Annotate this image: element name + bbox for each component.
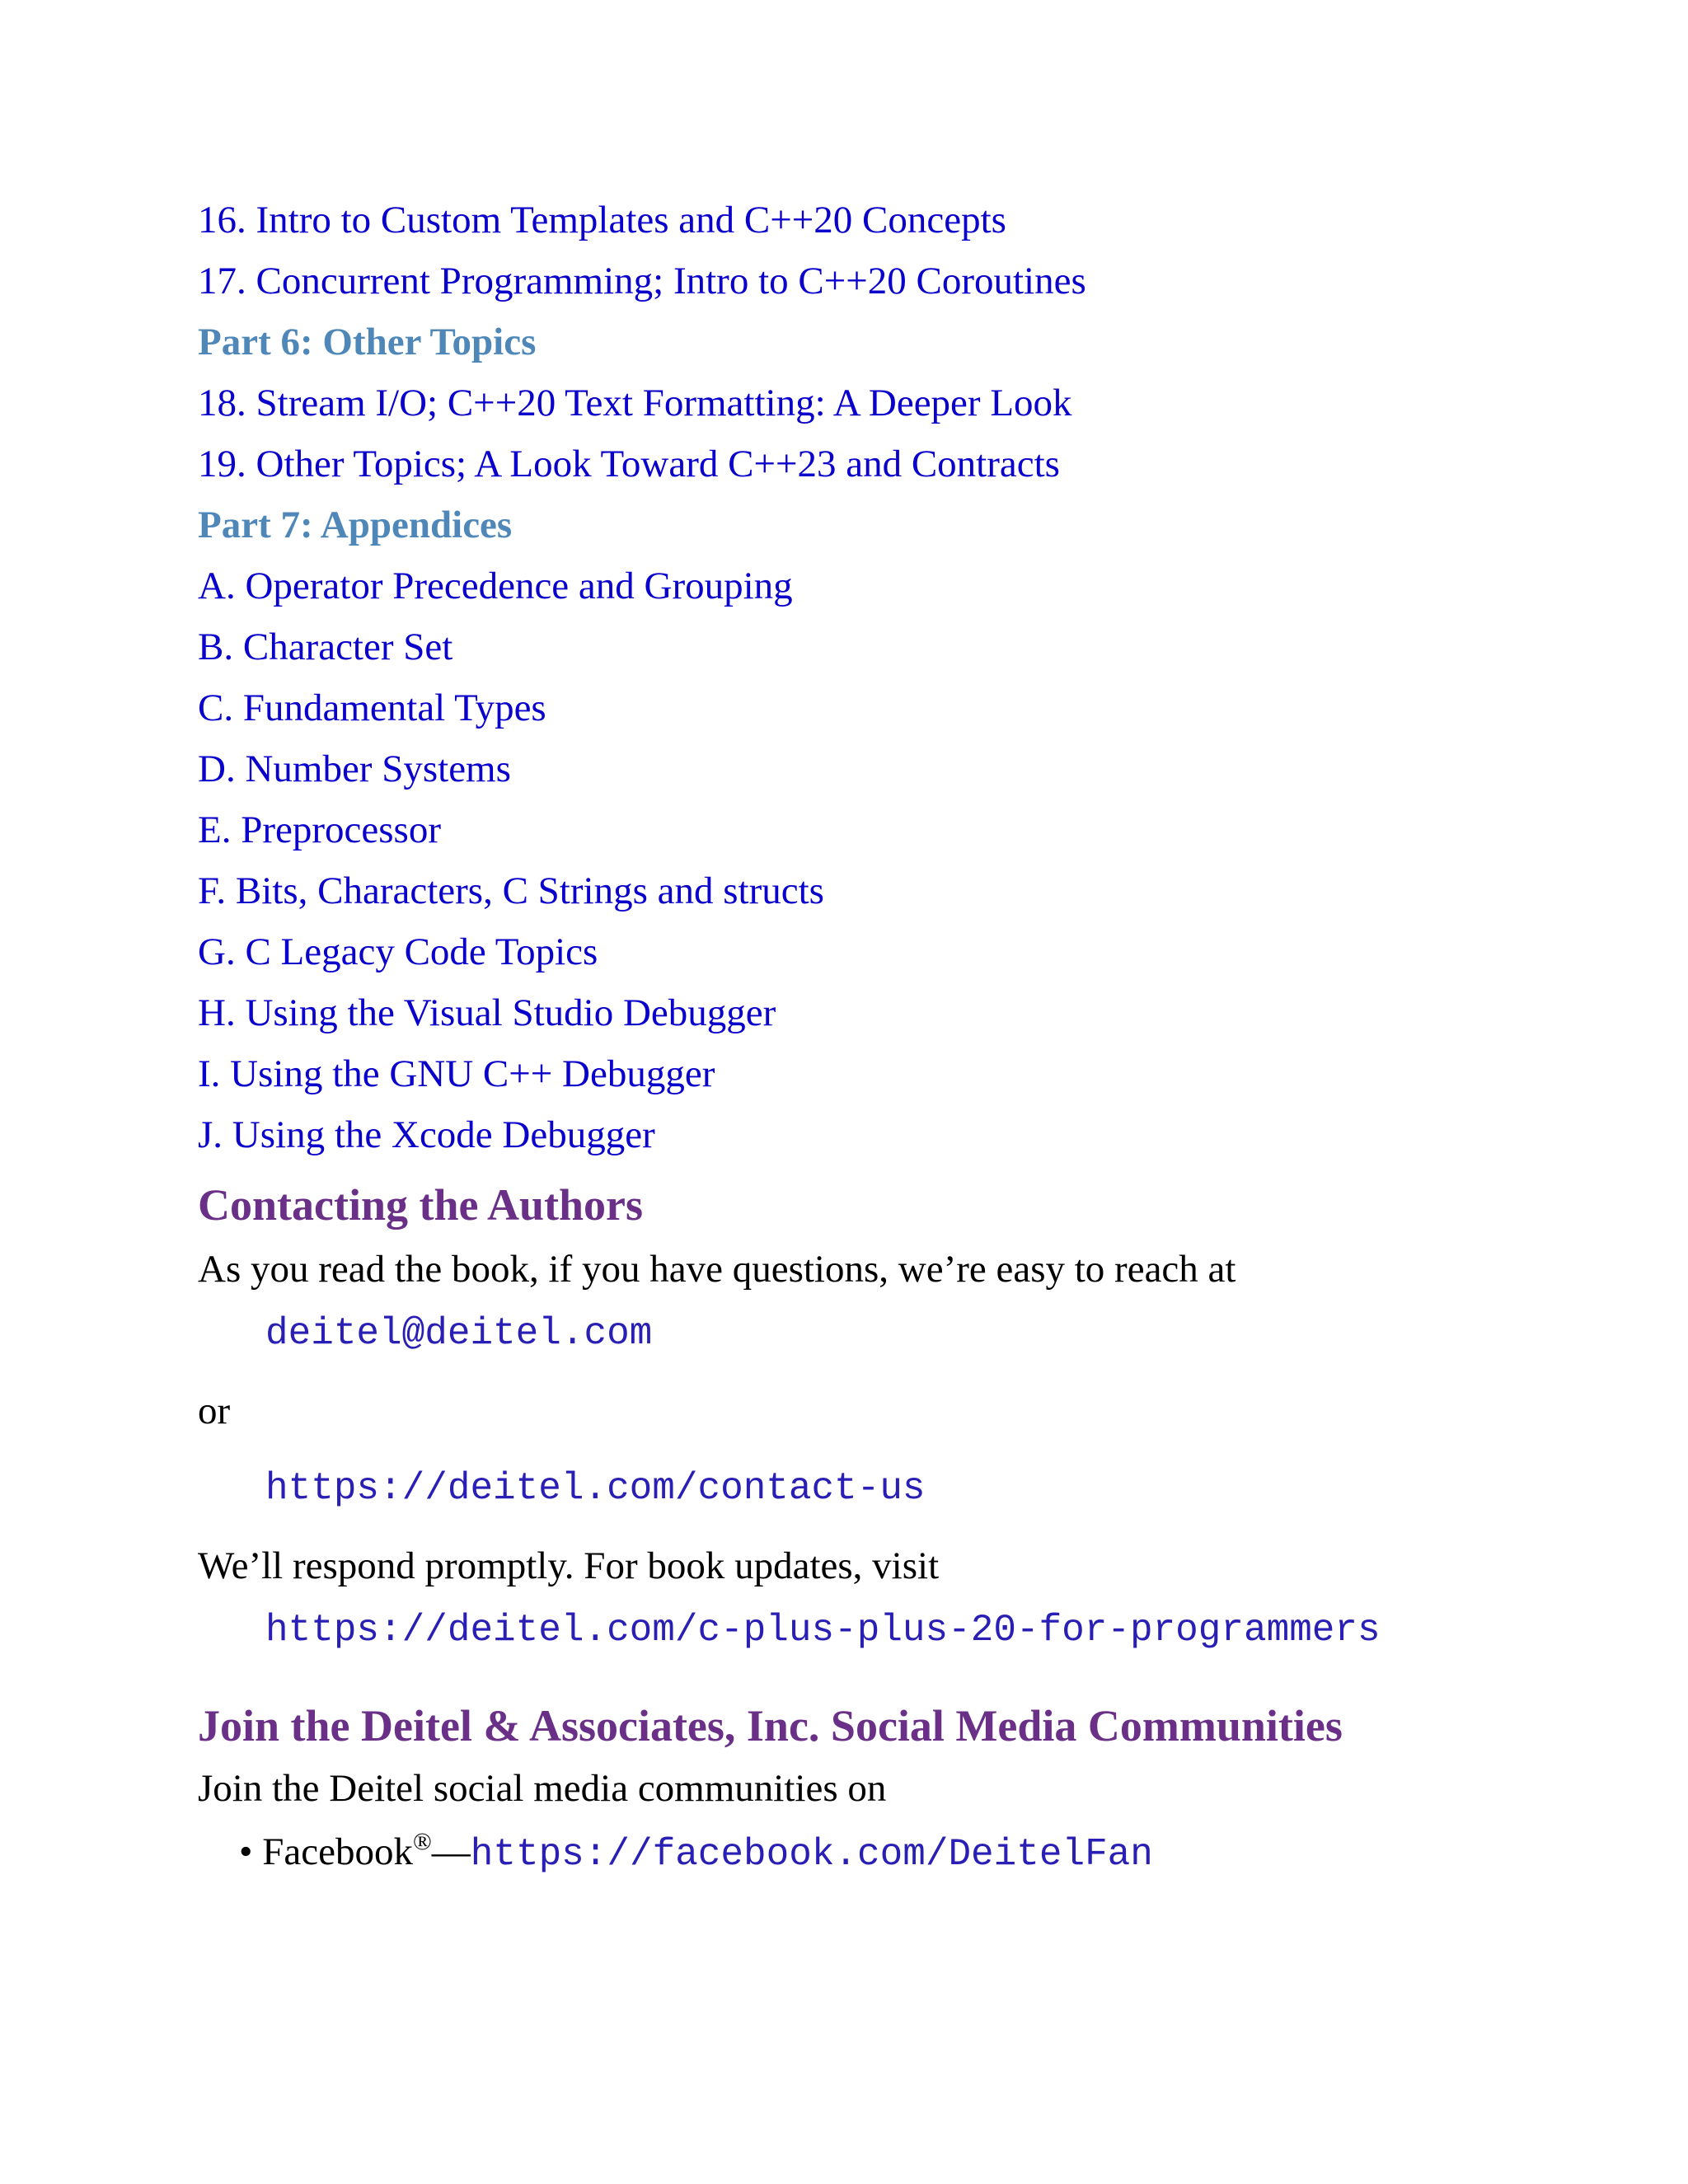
chapter-link[interactable]: A. Operator Precedence and Grouping <box>198 565 793 607</box>
toc-chapter-item[interactable] <box>198 434 1599 494</box>
toc-chapter-item[interactable] <box>198 1104 1599 1165</box>
contact-heading: Contacting the Authors <box>198 1180 644 1230</box>
toc-chapter-item[interactable] <box>198 251 1599 312</box>
chapter-link[interactable]: 19. Other Topics; A Look Toward C++23 and Contracts <box>198 443 1060 485</box>
toc-part-heading <box>198 494 1599 555</box>
page-content <box>198 190 1599 1881</box>
em-dash: — <box>431 1830 471 1873</box>
table-of-contents <box>198 190 1599 1165</box>
or-text: or <box>198 1390 231 1432</box>
chapter-link[interactable]: 16. Intro to Custom Templates and C++20 Concepts <box>198 199 1006 241</box>
contact-us-link[interactable]: https://deitel.com/contact-us <box>265 1467 926 1510</box>
toc-chapter-item[interactable] <box>198 616 1599 677</box>
chapter-link[interactable]: H. Using the Visual Studio Debugger <box>198 991 776 1034</box>
chapter-link[interactable]: 17. Concurrent Programming; Intro to C++20 Coroutines <box>198 260 1086 302</box>
chapter-link[interactable]: G. C Legacy Code Topics <box>198 930 598 973</box>
chapter-link[interactable]: 18. Stream I/O; C++20 Text Formatting: A Deeper Look <box>198 382 1072 424</box>
chapter-link[interactable]: J. Using the Xcode Debugger <box>198 1113 655 1156</box>
toc-chapter-item[interactable] <box>198 921 1599 982</box>
toc-chapter-item[interactable] <box>198 982 1599 1043</box>
toc-chapter-item[interactable] <box>198 1043 1599 1104</box>
registered-mark: ® <box>412 1828 432 1855</box>
facebook-bullet <box>198 1823 1599 1881</box>
chapter-link[interactable]: I. Using the GNU C++ Debugger <box>198 1052 715 1095</box>
social-heading: Join the Deitel & Associates, Inc. Social Media Communities <box>198 1701 1343 1750</box>
chapter-link[interactable]: F. Bits, Characters, C Strings and structs <box>198 869 824 912</box>
toc-chapter-item[interactable] <box>198 860 1599 921</box>
chapter-link[interactable]: B. Character Set <box>198 626 453 668</box>
toc-chapter-item[interactable] <box>198 555 1599 616</box>
part-label: Part 7: Appendices <box>198 504 513 546</box>
part-label: Part 6: Other Topics <box>198 321 537 363</box>
spacer <box>198 1165 1599 1177</box>
toc-chapter-item[interactable] <box>198 799 1599 860</box>
toc-chapter-item[interactable] <box>198 373 1599 434</box>
facebook-label: Facebook <box>262 1830 413 1873</box>
email-link[interactable]: deitel@deitel.com <box>265 1312 653 1355</box>
book-updates-link[interactable]: https://deitel.com/c-plus-plus-20-for-programmers <box>265 1609 1381 1652</box>
facebook-link[interactable]: https://facebook.com/DeitelFan <box>470 1833 1153 1876</box>
toc-chapter-item[interactable] <box>198 738 1599 799</box>
toc-chapter-item[interactable] <box>198 190 1599 251</box>
chapter-link[interactable]: D. Number Systems <box>198 748 511 790</box>
contact-intro: As you read the book, if you have questions, we’re easy to reach at <box>198 1248 1236 1291</box>
respond-text: We’ll respond promptly. For book updates, visit <box>198 1544 940 1587</box>
bullet-icon: • <box>239 1830 253 1873</box>
toc-chapter-item[interactable] <box>198 677 1599 738</box>
chapter-link[interactable]: E. Preprocessor <box>198 808 441 851</box>
social-intro: Join the Deitel social media communities on <box>198 1767 887 1810</box>
toc-part-heading <box>198 312 1599 373</box>
chapter-link[interactable]: C. Fundamental Types <box>198 687 546 729</box>
